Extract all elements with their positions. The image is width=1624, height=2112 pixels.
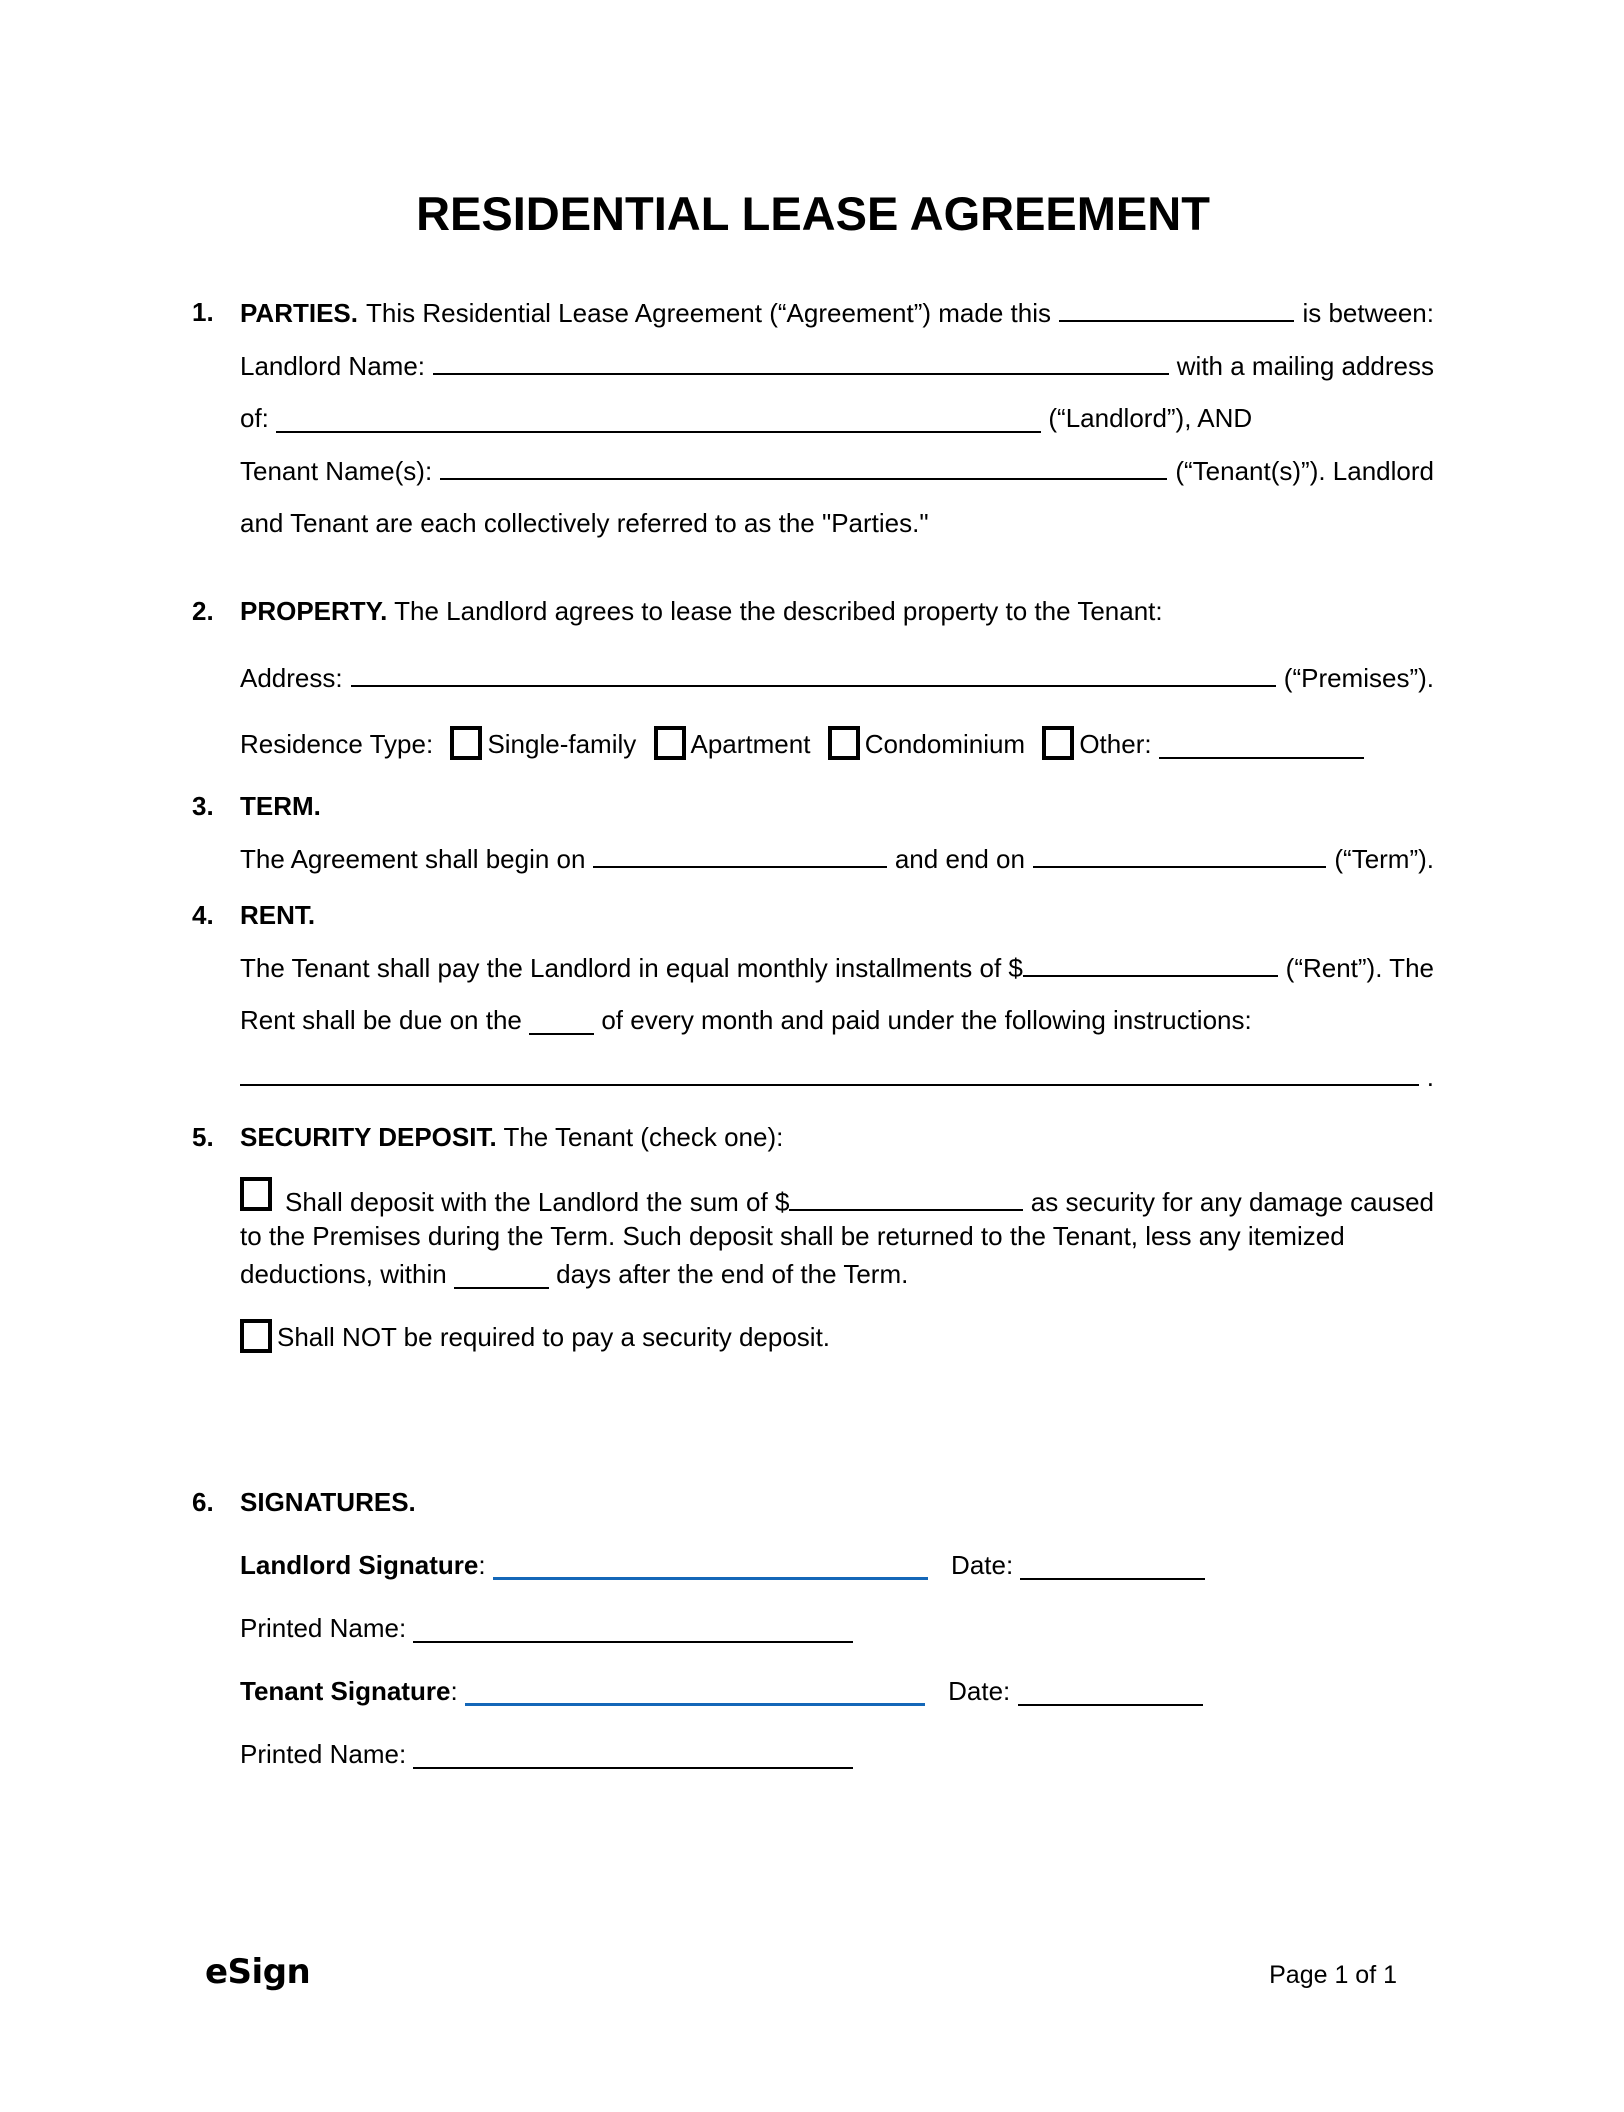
section-rent	[192, 889, 1434, 1103]
landlord-signature-line[interactable]	[493, 1543, 928, 1580]
other-residence-blank[interactable]	[1159, 723, 1364, 759]
security-heading-line	[240, 1111, 1434, 1163]
section-number: 1.	[192, 297, 214, 327]
instructions-period: .	[1426, 1062, 1434, 1092]
no-deposit-text: Shall NOT be required to pay a security deposit.	[277, 1322, 831, 1352]
tenant-signature-line[interactable]	[465, 1669, 925, 1706]
landlord-date-blank[interactable]	[1020, 1544, 1205, 1580]
security-heading-rest: The Tenant (check one):	[503, 1122, 784, 1152]
parties-line-2	[240, 339, 1434, 392]
deposit-days-blank[interactable]	[454, 1253, 549, 1289]
parties-line-5	[240, 497, 1434, 549]
page-footer	[205, 1952, 1397, 1992]
deposit-option1-tail: as security for any damage caused	[1030, 1187, 1434, 1217]
deposit-option-line-3	[240, 1253, 1434, 1291]
rent-amount-text: The Tenant shall pay the Landlord in equal monthly installments of $	[240, 953, 1023, 983]
condominium-label: Condominium	[864, 729, 1026, 759]
rent-line1-tail: (“Rent”). The	[1285, 953, 1434, 983]
property-address-line	[240, 651, 1434, 704]
parties-heading: PARTIES.	[240, 298, 358, 328]
residence-type-line	[240, 718, 1434, 770]
property-heading-line	[240, 585, 1434, 637]
section-number: 6.	[192, 1487, 214, 1517]
address-label: Address:	[240, 663, 343, 693]
section-property-body	[240, 585, 1434, 770]
rent-line-1	[240, 941, 1434, 994]
document-title: RESIDENTIAL LEASE AGREEMENT	[416, 187, 1210, 240]
label-colon: :	[450, 1676, 458, 1706]
section-number: 2.	[192, 596, 214, 626]
parties-line4-tail: (“Tenant(s)”). Landlord	[1175, 456, 1434, 486]
esign-logo: eSign	[205, 1952, 311, 1992]
rent-instructions-line	[240, 1050, 1434, 1103]
landlord-signature-label: Landlord Signature	[240, 1550, 479, 1580]
rent-due-text: Rent shall be due on the	[240, 1005, 522, 1035]
rent-due-day-blank[interactable]	[529, 999, 594, 1035]
signatures-heading-line	[240, 1476, 1434, 1528]
landlord-date-label: Date:	[951, 1550, 1014, 1580]
term-heading-line	[240, 780, 1434, 832]
tenant-name-blank[interactable]	[440, 444, 1167, 480]
section-rent-body	[240, 889, 1434, 1103]
parties-line1-text: This Residential Lease Agreement (“Agreement”) made this	[365, 298, 1051, 328]
tenant-signature-row	[240, 1665, 1434, 1717]
landlord-address-label: of:	[240, 403, 269, 433]
checkbox-apartment[interactable]	[654, 726, 686, 760]
rent-amount-blank[interactable]	[1023, 941, 1278, 977]
parties-line2-tail: with a mailing address	[1176, 351, 1434, 381]
landlord-name-label: Landlord Name:	[240, 351, 425, 381]
deposit-days-tail: days after the end of the Term.	[556, 1259, 909, 1289]
document-content	[192, 0, 1434, 1780]
apartment-label: Apartment	[690, 729, 811, 759]
tenant-printed-name-row	[240, 1728, 1434, 1780]
address-blank[interactable]	[351, 651, 1276, 687]
residence-type-label: Residence Type:	[240, 729, 434, 759]
signatures-heading: SIGNATURES.	[240, 1487, 416, 1517]
page-number: Page 1 of 1	[1269, 1961, 1397, 1989]
security-deposit-heading: SECURITY DEPOSIT.	[240, 1122, 497, 1152]
section-number: 5.	[192, 1122, 214, 1152]
deposit-option1-text: Shall deposit with the Landlord the sum of $	[285, 1187, 790, 1217]
landlord-signature-row	[240, 1539, 1434, 1591]
rent-line2-tail: of every month and paid under the following instructions:	[601, 1005, 1252, 1035]
section-term-body	[240, 780, 1434, 885]
checkbox-condominium[interactable]	[828, 726, 860, 760]
section-number: 3.	[192, 791, 214, 821]
section-term	[192, 780, 1434, 885]
deposit-amount-blank[interactable]	[789, 1175, 1022, 1211]
checkbox-no-deposit[interactable]	[240, 1319, 272, 1353]
section-security-deposit	[192, 1111, 1434, 1359]
term-heading: TERM.	[240, 791, 321, 821]
section-security-body	[240, 1111, 1434, 1359]
term-end-text: and end on	[894, 844, 1025, 874]
checkbox-deposit-required[interactable]	[240, 1177, 272, 1211]
single-family-label: Single-family	[487, 729, 637, 759]
other-label: Other:	[1079, 729, 1152, 759]
rent-heading-line	[240, 889, 1434, 941]
section-parties-body	[240, 286, 1434, 549]
parties-line1-tail: is between:	[1302, 298, 1434, 328]
landlord-name-blank[interactable]	[433, 339, 1169, 375]
no-deposit-option-line	[240, 1315, 1434, 1359]
term-dates-line	[240, 832, 1434, 885]
parties-line3-tail: (“Landlord”), AND	[1048, 403, 1253, 433]
checkbox-single-family[interactable]	[450, 726, 482, 760]
landlord-printed-name-label: Printed Name:	[240, 1613, 407, 1643]
property-heading: PROPERTY.	[240, 596, 388, 626]
landlord-printed-name-row	[240, 1602, 1434, 1654]
parties-line-1	[240, 286, 1434, 339]
rent-heading: RENT.	[240, 900, 316, 930]
deposit-option-line-1	[240, 1175, 1434, 1219]
deposit-option1-line2: to the Premises during the Term. Such deposit shall be returned to the Tenant, less any itemized	[240, 1221, 1345, 1251]
address-tail: (“Premises”).	[1283, 663, 1434, 693]
section-number: 4.	[192, 900, 214, 930]
checkbox-other[interactable]	[1042, 726, 1074, 760]
label-colon: :	[478, 1550, 486, 1580]
section-signatures-body	[240, 1476, 1434, 1780]
term-tail: (“Term”).	[1334, 844, 1435, 874]
rent-line-2	[240, 994, 1434, 1046]
tenant-date-blank[interactable]	[1018, 1670, 1203, 1706]
tenant-signature-label: Tenant Signature	[240, 1676, 451, 1706]
section-parties	[192, 286, 1434, 549]
date-made-blank[interactable]	[1059, 286, 1294, 322]
tenant-printed-name-blank[interactable]	[413, 1733, 853, 1769]
parties-line-3	[240, 392, 1434, 444]
term-start-date-blank[interactable]	[593, 832, 886, 868]
section-property	[192, 585, 1434, 770]
tenant-name-label: Tenant Name(s):	[240, 456, 433, 486]
tenant-date-label: Date:	[948, 1676, 1011, 1706]
deposit-option-line-2	[240, 1219, 1434, 1253]
term-begin-text: The Agreement shall begin on	[240, 844, 586, 874]
parties-closing-text: and Tenant are each collectively referred to as the "Parties."	[240, 508, 929, 538]
section-signatures	[192, 1476, 1434, 1780]
property-heading-rest: The Landlord agrees to lease the described property to the Tenant:	[394, 596, 1163, 626]
parties-line-4	[240, 444, 1434, 497]
landlord-address-blank[interactable]	[276, 397, 1041, 433]
landlord-printed-name-blank[interactable]	[413, 1607, 853, 1643]
tenant-printed-name-label: Printed Name:	[240, 1739, 407, 1769]
term-end-date-blank[interactable]	[1033, 832, 1326, 868]
deposit-days-text: deductions, within	[240, 1259, 447, 1289]
payment-instructions-blank[interactable]	[240, 1050, 1419, 1086]
